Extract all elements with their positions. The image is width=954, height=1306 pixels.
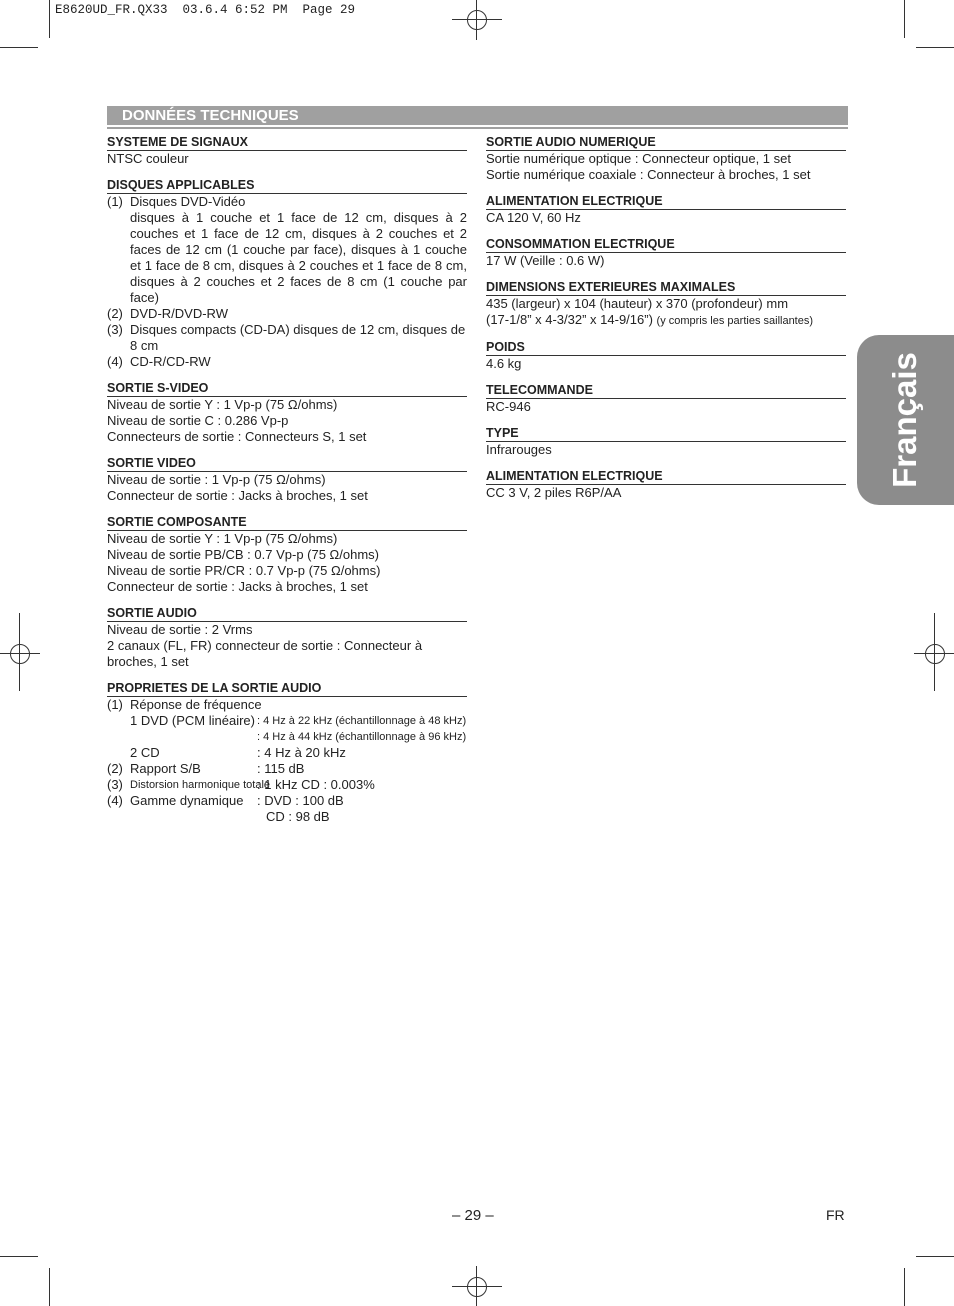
item-text: Disques compacts (CD-DA) disques de 12 cm, disques de 8 cm: [130, 322, 466, 353]
spec-title: SORTIE AUDIO NUMERIQUE: [486, 134, 846, 151]
item-number: (2): [107, 306, 123, 321]
spec-line: Infrarouges: [486, 442, 552, 457]
item-number: (4): [107, 793, 123, 808]
spec-type: [486, 425, 846, 458]
table-row: [107, 761, 467, 777]
item-detail: disques à 1 couche et 1 face de 12 cm, disques à 2 couches et 1 face de 12 cm, disques à 2 couches et 2 faces de 12 cm (1 couche par face), disques à 1 couche et 1 face de 8 cm, disques à 2 couches et 1 face de 8 cm, disques à 2 couches et 2 faces de 8 cm (1 couche par face): [130, 210, 467, 305]
spec-title: DIMENSIONS EXTERIEURES MAXIMALES: [486, 279, 846, 296]
spec-line: 435 (largeur) x 104 (hauteur) x 370 (profondeur) mm: [486, 296, 789, 311]
table-row: [107, 713, 467, 729]
dimensions-note: (y compris les parties saillantes): [656, 315, 814, 327]
language-code: FR: [826, 1207, 845, 1223]
spec-title: DISQUES APPLICABLES: [107, 177, 467, 194]
row-label: Réponse de fréquence: [130, 697, 262, 712]
spec-dimensions: [486, 279, 846, 329]
row-label: Rapport S/B: [130, 761, 201, 776]
spec-line: 17 W (Veille : 0.6 W): [486, 253, 605, 268]
spec-title: POIDS: [486, 339, 846, 356]
spec-line: Niveau de sortie C : 0.286 Vp-p: [107, 413, 289, 428]
spec-s-video-output: [107, 380, 467, 445]
spec-title: ALIMENTATION ELECTRIQUE: [486, 468, 846, 485]
list-item: [107, 194, 467, 210]
left-column: [107, 134, 467, 835]
row-label: 1 DVD (PCM linéaire): [130, 713, 255, 728]
spec-signal-system: [107, 134, 467, 167]
row-value: : 4 Hz à 22 kHz (échantillonnage à 48 kHz): [257, 715, 467, 727]
row-label: Gamme dynamique: [130, 793, 244, 808]
spec-remote-power: [486, 468, 846, 501]
spec-line: Niveau de sortie : 2 Vrms: [107, 622, 253, 637]
spec-title: PROPRIETES DE LA SORTIE AUDIO: [107, 680, 467, 697]
spec-power-supply: [486, 193, 846, 226]
list-item: [107, 306, 467, 322]
spec-line: Sortie numérique optique : Connecteur optique, 1 set: [486, 151, 791, 166]
spec-component-output: [107, 514, 467, 595]
right-column: [486, 134, 846, 511]
page-number: – 29 –: [452, 1207, 494, 1224]
table-row: [107, 777, 467, 793]
table-row: [107, 729, 467, 745]
row-value: : 4 Hz à 20 kHz: [257, 745, 346, 760]
spec-line: Connecteur de sortie : Jacks à broches, 1 set: [107, 579, 368, 594]
row-value: CD : 98 dB: [266, 809, 330, 824]
spec-line: CA 120 V, 60 Hz: [486, 210, 581, 225]
spec-line: NTSC couleur: [107, 151, 189, 166]
print-slug: E8620UD_FR.QX33 03.6.4 6:52 PM Page 29: [55, 3, 356, 17]
spec-title: SORTIE COMPOSANTE: [107, 514, 467, 531]
spec-title: SORTIE VIDEO: [107, 455, 467, 472]
item-number: (1): [107, 194, 123, 209]
row-label: Distorsion harmonique totale: [130, 779, 271, 791]
language-tab-label: Français: [886, 352, 923, 488]
item-number: (3): [107, 777, 123, 792]
item-number: (1): [107, 697, 123, 712]
spec-audio-properties: [107, 680, 467, 825]
spec-audio-output: [107, 605, 467, 670]
spec-title: SORTIE AUDIO: [107, 605, 467, 622]
item-number: (4): [107, 354, 123, 369]
table-row: [107, 745, 467, 761]
item-number: (2): [107, 761, 123, 776]
spec-line: Niveau de sortie Y : 1 Vp-p (75 Ω/ohms): [107, 397, 338, 412]
spec-line: Connecteur de sortie : Jacks à broches, 1 set: [107, 488, 368, 503]
item-number: (3): [107, 322, 123, 337]
item-text: CD-R/CD-RW: [130, 354, 211, 369]
spec-line: Niveau de sortie Y : 1 Vp-p (75 Ω/ohms): [107, 531, 338, 546]
spec-title: TELECOMMANDE: [486, 382, 846, 399]
row-value: : 115 dB: [257, 761, 305, 776]
spec-power-consumption: [486, 236, 846, 269]
spec-remote-control: [486, 382, 846, 415]
spec-line: 4.6 kg: [486, 356, 522, 371]
table-row: [107, 809, 467, 825]
spec-line: Niveau de sortie PR/CR : 0.7 Vp-p (75 Ω/ohms): [107, 563, 381, 578]
section-title: DONNÉES TECHNIQUES: [122, 107, 299, 124]
spec-title: ALIMENTATION ELECTRIQUE: [486, 193, 846, 210]
spec-title: TYPE: [486, 425, 846, 442]
table-row: [107, 697, 467, 713]
spec-line: Niveau de sortie PB/CB : 0.7 Vp-p (75 Ω/ohms): [107, 547, 380, 562]
spec-weight: [486, 339, 846, 372]
spec-applicable-discs: [107, 177, 467, 370]
header-rule: [107, 127, 848, 129]
spec-line: CC 3 V, 2 piles R6P/AA: [486, 485, 622, 500]
spec-line: Sortie numérique coaxiale : Connecteur à broches, 1 set: [486, 167, 811, 182]
row-value: : 4 Hz à 44 kHz (échantillonnage à 96 kHz): [257, 731, 467, 743]
spec-title: SORTIE S-VIDEO: [107, 380, 467, 397]
list-item: [107, 354, 467, 370]
spec-title: SYSTEME DE SIGNAUX: [107, 134, 467, 151]
row-value: : 1 kHz CD : 0.003%: [257, 777, 375, 792]
item-text: Disques DVD-Vidéo: [130, 194, 246, 209]
spec-digital-audio-output: [486, 134, 846, 183]
spec-line: [486, 312, 846, 329]
spec-video-output: [107, 455, 467, 504]
dimensions-inches: (17-1/8” x 4-3/32” x 14-9/16”): [486, 312, 653, 327]
spec-line: Niveau de sortie : 1 Vp-p (75 Ω/ohms): [107, 472, 326, 487]
table-row: [107, 793, 467, 809]
item-text: DVD-R/DVD-RW: [130, 306, 228, 321]
row-value: : DVD : 100 dB: [257, 793, 344, 808]
spec-line: Connecteurs de sortie : Connecteurs S, 1 set: [107, 429, 367, 444]
spec-line: RC-946: [486, 399, 531, 414]
spec-title: CONSOMMATION ELECTRIQUE: [486, 236, 846, 253]
section-header: [107, 106, 848, 125]
row-label: 2 CD: [130, 745, 160, 760]
list-item: [107, 322, 467, 354]
spec-line: 2 canaux (FL, FR) connecteur de sortie : Connecteur à broches, 1 set: [107, 638, 423, 669]
